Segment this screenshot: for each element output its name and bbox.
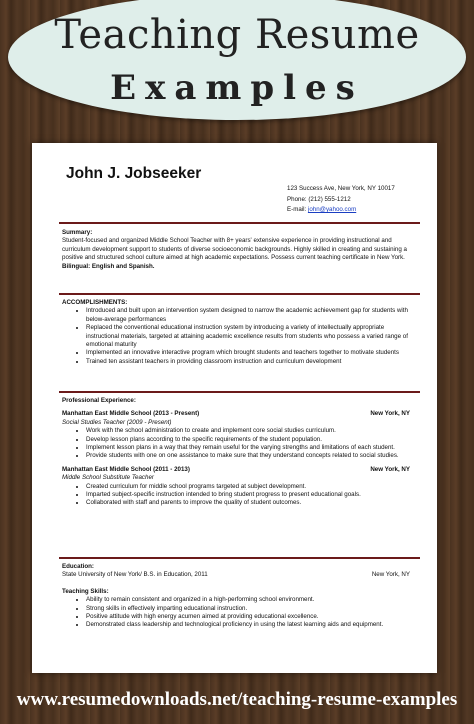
section-divider [59, 391, 420, 393]
title-line-2: Examples [110, 68, 364, 108]
job-duties-list [62, 483, 418, 508]
candidate-name: John J. Jobseeker [66, 165, 202, 182]
job-header [62, 466, 418, 474]
list-item: • Replaced the conventional educational instruction system by introducing a variety of intellectually appropriate instructional materials, targeted at attaining academic excellence results from students who possess a varied range of emotional maturity [86, 324, 418, 349]
summary-text: Student-focused and organized Middle School Teacher with 8+ years' extensive experience in providing instructional and curriculum development support to students of diverse socioeconomic backgrounds. Highly skilled in creating and sustaining a positive and structured school culture aimed at high academic expectations. Possess current teaching certificate in New York. [62, 237, 407, 262]
job-employer: Manhattan East Middle School (2011 - 2013) [62, 465, 190, 473]
email-label: E-mail: [287, 206, 308, 213]
list-item: • Ability to remain consistent and organized in a high-performing school environment. [86, 596, 418, 604]
title-line-1: Teaching Resume [54, 12, 420, 58]
list-item: • Develop lesson plans according to the specific requirements of the student population. [86, 436, 418, 444]
list-item: • Implemented an innovative interactive program which brought students and teachers together to motivate students [86, 349, 418, 357]
list-item: • Imparted subject-specific instruction intended to bring student progress to present educational goals. [86, 491, 418, 499]
summary-heading: Summary: [62, 229, 93, 236]
accomplishments-heading: ACCOMPLISHMENTS: [62, 299, 128, 306]
section-divider [59, 293, 420, 295]
list-item: • Positive attitude with high energy acumen aimed at providing educational excellence. [86, 613, 418, 621]
education-degree: State University of New York/ B.S. in Education, 2011 [62, 571, 208, 579]
job-location: New York, NY [370, 465, 410, 473]
contact-block [287, 184, 395, 216]
experience-section [62, 397, 418, 508]
accomplishments-section [62, 299, 418, 366]
email-link[interactable]: john@yahoo.com [307, 206, 357, 213]
job-title: Social Studies Teacher (2009 - Present) [62, 418, 172, 426]
list-item: • Implement lesson plans in a way that they remain useful for the varying strengths and limitations of each student. [86, 444, 418, 452]
summary-section [62, 229, 418, 271]
education-row [62, 571, 418, 579]
education-section [62, 563, 418, 630]
job-title: Middle School Substitute Teacher [62, 474, 154, 482]
experience-heading: Professional Experience: [62, 397, 136, 404]
phone: Phone: (212) 555-1212 [287, 195, 351, 203]
section-divider [59, 222, 420, 224]
list-item: • Work with the school administration to create and implement core social studies curriculum. [86, 427, 418, 435]
skills-heading: Teaching Skills: [62, 587, 109, 595]
bilingual-line: Bilingual: English and Spanish. [62, 262, 155, 270]
list-item: • Demonstrated class leadership and technological proficiency in using the latest learning aids and equipment. [86, 621, 418, 629]
job-duties-list [62, 427, 418, 461]
footer-url[interactable]: www.resumedownloads.net/teaching-resume-examples [16, 689, 458, 710]
email-line [287, 205, 395, 216]
address: 123 Success Ave, New York, NY 10017 [287, 185, 395, 192]
list-item: • Provide students with one on one assistance to make sure that they understand concepts related to social studies. [86, 452, 418, 460]
list-item: • Introduced and built upon an intervention system designed to narrow the academic achievement gap for students with below-average performances [86, 307, 418, 324]
education-heading: Education: [62, 563, 94, 570]
section-divider [59, 557, 420, 559]
skills-list [62, 596, 418, 630]
accomplishments-list [62, 307, 418, 366]
list-item: • Collaborated with staff and parents to improve the quality of student outcomes. [86, 499, 418, 507]
job-header [62, 410, 418, 418]
education-location: New York, NY [371, 571, 410, 579]
list-item: • Trained ten assistant teachers in providing classroom instruction and curriculum development [86, 358, 418, 366]
list-item: • Strong skills in effectively imparting educational instruction. [86, 605, 418, 613]
job-employer: Manhattan East Middle School (2013 - Present) [62, 410, 200, 418]
resume-page [32, 143, 437, 673]
list-item: • Created curriculum for middle school programs targeted at subject development. [86, 483, 418, 491]
job-location: New York, NY [370, 410, 410, 418]
